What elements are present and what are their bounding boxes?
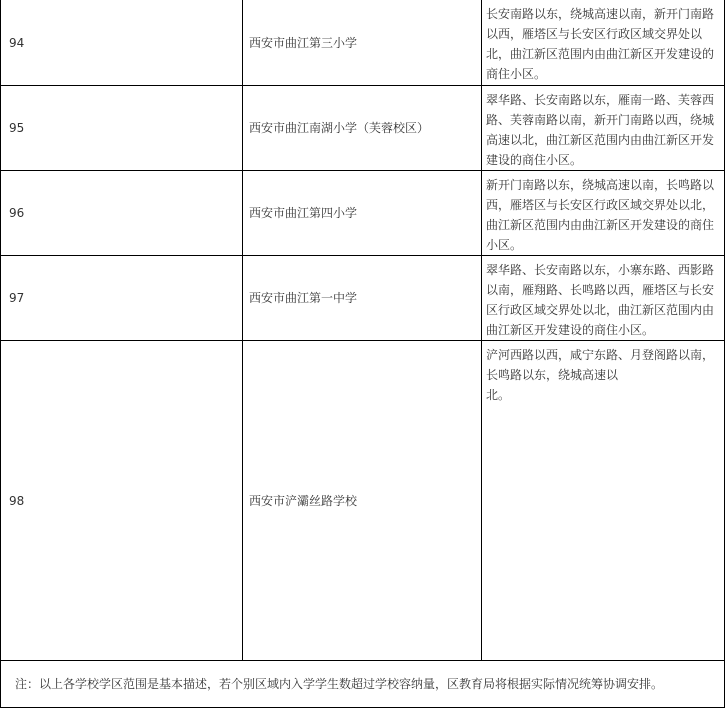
table-footnote: 注：以上各学校学区范围是基本描述，若个别区域内入学学生数超过学校容纳量，区教育局将根据实际情况统筹协调安排。 — [1, 661, 725, 708]
school-name: 西安市曲江第一中学 — [243, 256, 482, 341]
district-range-cell — [482, 86, 725, 171]
school-name: 西安市浐灞丝路学校 — [243, 341, 482, 661]
school-name: 西安市曲江第三小学 — [243, 0, 482, 86]
table-row — [1, 341, 725, 661]
row-number: 96 — [1, 171, 243, 256]
row-number: 97 — [1, 256, 243, 341]
district-range: 翠华路、长安南路以东，雁南一路、芙蓉西路、芙蓉南路以南，新开门南路以西，绕城高速以北，曲江新区范围内由曲江新区开发建设的商住小区。 — [486, 93, 715, 167]
row-number: 98 — [1, 341, 243, 661]
district-range: 翠华路、长安南路以东，小寨东路、西影路以南，雁翔路、长鸣路以西，雁塔区与长安区行政区域交界处以北，曲江新区范围内由曲江新区开发建设的商住小区。 — [486, 263, 715, 337]
district-range-cell — [482, 171, 725, 256]
district-range-cell — [482, 0, 725, 86]
row-number: 95 — [1, 86, 243, 171]
table-row — [1, 86, 725, 171]
school-name: 西安市曲江南湖小学（芙蓉校区） — [243, 86, 482, 171]
row-number: 94 — [1, 0, 243, 86]
district-range: 长安南路以东，绕城高速以南，新开门南路以西，雁塔区与长安区行政区域交界处以北，曲江新区范围内由曲江新区开发建设的商住小区。 — [486, 7, 715, 81]
district-range-cell — [482, 341, 725, 661]
table-row — [1, 171, 725, 256]
district-range: 新开门南路以东，绕城高速以南，长鸣路以西，雁塔区与长安区行政区域交界处以北，曲江新区范围内由曲江新区开发建设的商住小区。 — [486, 178, 715, 252]
district-range-tail: 北。 — [486, 388, 511, 402]
district-range: 浐河西路以西，咸宁东路、月登阁路以南，长鸣路以东，绕城高速以 — [486, 348, 715, 382]
table-row — [1, 0, 725, 86]
district-range-cell — [482, 256, 725, 341]
table-row — [1, 256, 725, 341]
school-name: 西安市曲江第四小学 — [243, 171, 482, 256]
note-row — [1, 661, 725, 708]
